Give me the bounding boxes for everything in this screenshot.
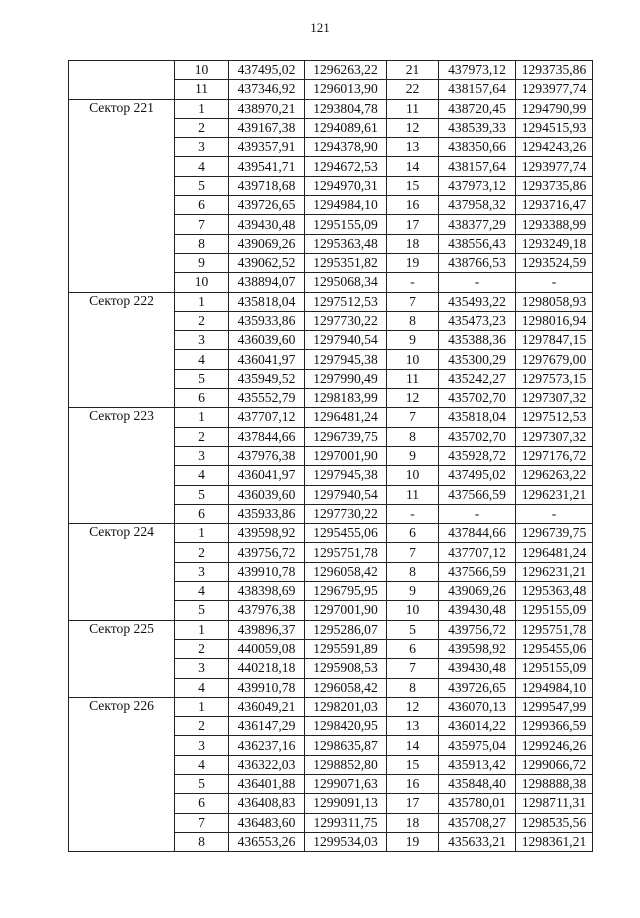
x-coordinate-cell: 435552,79 xyxy=(229,389,305,408)
x-coordinate-cell: 437973,12 xyxy=(439,61,516,80)
point-number-cell: 13 xyxy=(387,138,439,157)
y-coordinate-cell: 1293735,86 xyxy=(516,176,593,195)
x-coordinate-cell: 437844,66 xyxy=(439,524,516,543)
x-coordinate-cell: 436041,97 xyxy=(229,466,305,485)
table-row xyxy=(69,697,593,716)
point-number-cell: 11 xyxy=(387,99,439,118)
y-coordinate-cell: 1298361,21 xyxy=(516,832,593,851)
x-coordinate-cell: 439541,71 xyxy=(229,157,305,176)
point-number-cell: 1 xyxy=(175,292,229,311)
x-coordinate-cell: 439598,92 xyxy=(439,639,516,658)
point-number-cell: 13 xyxy=(387,717,439,736)
point-number-cell: 21 xyxy=(387,61,439,80)
point-number-cell: 9 xyxy=(387,331,439,350)
y-coordinate-cell: 1293735,86 xyxy=(516,61,593,80)
x-coordinate-cell: 439430,48 xyxy=(229,215,305,234)
point-number-cell: 12 xyxy=(387,118,439,137)
x-coordinate-cell: 439430,48 xyxy=(439,659,516,678)
point-number-cell: 14 xyxy=(387,736,439,755)
y-coordinate-cell: 1298888,38 xyxy=(516,774,593,793)
sector-name: Сектор 225 xyxy=(69,620,175,697)
x-coordinate-cell: 439062,52 xyxy=(229,253,305,272)
x-coordinate-cell: 438720,45 xyxy=(439,99,516,118)
x-coordinate-cell: 438398,69 xyxy=(229,582,305,601)
x-coordinate-cell: 436322,03 xyxy=(229,755,305,774)
point-number-cell: 8 xyxy=(175,234,229,253)
y-coordinate-cell: 1293977,74 xyxy=(516,157,593,176)
point-number-cell: 10 xyxy=(175,61,229,80)
y-coordinate-cell: 1294790,99 xyxy=(516,99,593,118)
point-number-cell: 3 xyxy=(175,736,229,755)
point-number-cell: 2 xyxy=(175,311,229,330)
y-coordinate-cell: 1298711,31 xyxy=(516,794,593,813)
y-coordinate-cell: 1295363,48 xyxy=(305,234,387,253)
point-number-cell: 4 xyxy=(175,350,229,369)
x-coordinate-cell: 436401,88 xyxy=(229,774,305,793)
point-number-cell: 18 xyxy=(387,813,439,832)
x-coordinate-cell: 436147,29 xyxy=(229,717,305,736)
y-coordinate-cell: - xyxy=(516,273,593,292)
point-number-cell: 4 xyxy=(175,466,229,485)
x-coordinate-cell: 438157,64 xyxy=(439,157,516,176)
y-coordinate-cell: 1297307,32 xyxy=(516,427,593,446)
y-coordinate-cell: 1297730,22 xyxy=(305,311,387,330)
y-coordinate-cell: 1295908,53 xyxy=(305,659,387,678)
x-coordinate-cell: 438377,29 xyxy=(439,215,516,234)
y-coordinate-cell: 1298183,99 xyxy=(305,389,387,408)
point-number-cell: 11 xyxy=(387,369,439,388)
table-row xyxy=(69,620,593,639)
x-coordinate-cell: 435933,86 xyxy=(229,504,305,523)
x-coordinate-cell: 439430,48 xyxy=(439,601,516,620)
y-coordinate-cell: 1296058,42 xyxy=(305,678,387,697)
y-coordinate-cell: 1295155,09 xyxy=(516,659,593,678)
y-coordinate-cell: 1296231,21 xyxy=(516,562,593,581)
point-number-cell: 18 xyxy=(387,234,439,253)
table-row xyxy=(69,408,593,427)
x-coordinate-cell: 435493,22 xyxy=(439,292,516,311)
y-coordinate-cell: 1298201,03 xyxy=(305,697,387,716)
y-coordinate-cell: 1294970,31 xyxy=(305,176,387,195)
y-coordinate-cell: 1295286,07 xyxy=(305,620,387,639)
x-coordinate-cell: 436039,60 xyxy=(229,485,305,504)
coordinates-table xyxy=(68,60,593,852)
x-coordinate-cell: 438894,07 xyxy=(229,273,305,292)
y-coordinate-cell: 1295455,06 xyxy=(305,524,387,543)
point-number-cell: 12 xyxy=(387,697,439,716)
x-coordinate-cell: 437566,59 xyxy=(439,562,516,581)
y-coordinate-cell: 1298058,93 xyxy=(516,292,593,311)
y-coordinate-cell: 1294515,93 xyxy=(516,118,593,137)
x-coordinate-cell: 439756,72 xyxy=(229,543,305,562)
y-coordinate-cell: 1295455,06 xyxy=(516,639,593,658)
y-coordinate-cell: 1299311,75 xyxy=(305,813,387,832)
y-coordinate-cell: 1294672,53 xyxy=(305,157,387,176)
point-number-cell: 2 xyxy=(175,543,229,562)
x-coordinate-cell: 437495,02 xyxy=(439,466,516,485)
point-number-cell: 16 xyxy=(387,774,439,793)
point-number-cell: 8 xyxy=(387,427,439,446)
x-coordinate-cell: 439598,92 xyxy=(229,524,305,543)
point-number-cell: 7 xyxy=(387,659,439,678)
sector-name: Сектор 224 xyxy=(69,524,175,620)
y-coordinate-cell: 1296739,75 xyxy=(305,427,387,446)
x-coordinate-cell: - xyxy=(439,504,516,523)
y-coordinate-cell: 1296481,24 xyxy=(516,543,593,562)
x-coordinate-cell: 437495,02 xyxy=(229,61,305,80)
point-number-cell: 8 xyxy=(175,832,229,851)
x-coordinate-cell: 439167,38 xyxy=(229,118,305,137)
x-coordinate-cell: 435818,04 xyxy=(229,292,305,311)
x-coordinate-cell: 439357,91 xyxy=(229,138,305,157)
y-coordinate-cell: 1298852,80 xyxy=(305,755,387,774)
y-coordinate-cell: 1297945,38 xyxy=(305,350,387,369)
x-coordinate-cell: 435242,27 xyxy=(439,369,516,388)
x-coordinate-cell: 438350,66 xyxy=(439,138,516,157)
y-coordinate-cell: 1297945,38 xyxy=(305,466,387,485)
y-coordinate-cell: - xyxy=(516,504,593,523)
point-number-cell: 3 xyxy=(175,562,229,581)
x-coordinate-cell: 435708,27 xyxy=(439,813,516,832)
point-number-cell: 7 xyxy=(387,408,439,427)
x-coordinate-cell: 437566,59 xyxy=(439,485,516,504)
x-coordinate-cell: 436041,97 xyxy=(229,350,305,369)
point-number-cell: 2 xyxy=(175,717,229,736)
x-coordinate-cell: 435702,70 xyxy=(439,427,516,446)
x-coordinate-cell: 438970,21 xyxy=(229,99,305,118)
point-number-cell: 1 xyxy=(175,620,229,639)
y-coordinate-cell: 1293388,99 xyxy=(516,215,593,234)
table-row xyxy=(69,99,593,118)
y-coordinate-cell: 1294984,10 xyxy=(305,196,387,215)
point-number-cell: 10 xyxy=(387,350,439,369)
point-number-cell: 16 xyxy=(387,196,439,215)
x-coordinate-cell: 436237,16 xyxy=(229,736,305,755)
point-number-cell: 7 xyxy=(175,813,229,832)
point-number-cell: 4 xyxy=(175,678,229,697)
y-coordinate-cell: 1297176,72 xyxy=(516,446,593,465)
x-coordinate-cell: 436483,60 xyxy=(229,813,305,832)
x-coordinate-cell: 440059,08 xyxy=(229,639,305,658)
point-number-cell: 14 xyxy=(387,157,439,176)
x-coordinate-cell: 435633,21 xyxy=(439,832,516,851)
y-coordinate-cell: 1297940,54 xyxy=(305,331,387,350)
x-coordinate-cell: 437958,32 xyxy=(439,196,516,215)
x-coordinate-cell: 435300,29 xyxy=(439,350,516,369)
point-number-cell: 8 xyxy=(387,678,439,697)
point-number-cell: 7 xyxy=(175,215,229,234)
y-coordinate-cell: 1297990,49 xyxy=(305,369,387,388)
x-coordinate-cell: 438556,43 xyxy=(439,234,516,253)
y-coordinate-cell: 1298535,56 xyxy=(516,813,593,832)
sector-name: Сектор 223 xyxy=(69,408,175,524)
y-coordinate-cell: 1297847,15 xyxy=(516,331,593,350)
y-coordinate-cell: 1299366,59 xyxy=(516,717,593,736)
x-coordinate-cell: 437844,66 xyxy=(229,427,305,446)
y-coordinate-cell: 1296013,90 xyxy=(305,80,387,99)
y-coordinate-cell: 1293716,47 xyxy=(516,196,593,215)
x-coordinate-cell: 435818,04 xyxy=(439,408,516,427)
x-coordinate-cell: 435702,70 xyxy=(439,389,516,408)
x-coordinate-cell: 435975,04 xyxy=(439,736,516,755)
x-coordinate-cell: 439069,26 xyxy=(229,234,305,253)
y-coordinate-cell: 1293249,18 xyxy=(516,234,593,253)
x-coordinate-cell: 436553,26 xyxy=(229,832,305,851)
point-number-cell: 5 xyxy=(175,774,229,793)
coordinates-table-body xyxy=(69,61,593,852)
point-number-cell: 17 xyxy=(387,215,439,234)
x-coordinate-cell: 437973,12 xyxy=(439,176,516,195)
point-number-cell: 5 xyxy=(387,620,439,639)
point-number-cell: 3 xyxy=(175,138,229,157)
y-coordinate-cell: 1296231,21 xyxy=(516,485,593,504)
point-number-cell: 5 xyxy=(175,369,229,388)
x-coordinate-cell: 436049,21 xyxy=(229,697,305,716)
y-coordinate-cell: 1296795,95 xyxy=(305,582,387,601)
x-coordinate-cell: 437976,38 xyxy=(229,601,305,620)
point-number-cell: 3 xyxy=(175,659,229,678)
x-coordinate-cell: 435388,36 xyxy=(439,331,516,350)
x-coordinate-cell: 435473,23 xyxy=(439,311,516,330)
y-coordinate-cell: 1298635,87 xyxy=(305,736,387,755)
point-number-cell: 11 xyxy=(387,485,439,504)
x-coordinate-cell: 439910,78 xyxy=(229,562,305,581)
point-number-cell: 8 xyxy=(387,311,439,330)
x-coordinate-cell: 439726,65 xyxy=(439,678,516,697)
x-coordinate-cell: 436408,83 xyxy=(229,794,305,813)
y-coordinate-cell: 1296481,24 xyxy=(305,408,387,427)
y-coordinate-cell: 1294984,10 xyxy=(516,678,593,697)
y-coordinate-cell: 1293804,78 xyxy=(305,99,387,118)
y-coordinate-cell: 1295363,48 xyxy=(516,582,593,601)
point-number-cell: 15 xyxy=(387,755,439,774)
sector-name xyxy=(69,61,175,100)
y-coordinate-cell: 1296263,22 xyxy=(305,61,387,80)
point-number-cell: 1 xyxy=(175,697,229,716)
point-number-cell: 6 xyxy=(175,504,229,523)
x-coordinate-cell: 438766,53 xyxy=(439,253,516,272)
y-coordinate-cell: 1298016,94 xyxy=(516,311,593,330)
x-coordinate-cell: 439726,65 xyxy=(229,196,305,215)
y-coordinate-cell: 1299534,03 xyxy=(305,832,387,851)
point-number-cell: 19 xyxy=(387,832,439,851)
y-coordinate-cell: 1295591,89 xyxy=(305,639,387,658)
y-coordinate-cell: 1295068,34 xyxy=(305,273,387,292)
y-coordinate-cell: 1299246,26 xyxy=(516,736,593,755)
point-number-cell: 6 xyxy=(175,389,229,408)
y-coordinate-cell: 1293524,59 xyxy=(516,253,593,272)
point-number-cell: 6 xyxy=(387,524,439,543)
sector-name: Сектор 221 xyxy=(69,99,175,292)
point-number-cell: 4 xyxy=(175,755,229,774)
point-number-cell: 2 xyxy=(175,427,229,446)
point-number-cell: 7 xyxy=(387,543,439,562)
x-coordinate-cell: 439910,78 xyxy=(229,678,305,697)
x-coordinate-cell: 439069,26 xyxy=(439,582,516,601)
point-number-cell: 1 xyxy=(175,524,229,543)
point-number-cell: 2 xyxy=(175,118,229,137)
point-number-cell: 9 xyxy=(387,446,439,465)
sector-name: Сектор 226 xyxy=(69,697,175,851)
point-number-cell: 11 xyxy=(175,80,229,99)
table-row xyxy=(69,61,593,80)
x-coordinate-cell: 440218,18 xyxy=(229,659,305,678)
point-number-cell: 17 xyxy=(387,794,439,813)
point-number-cell: 7 xyxy=(387,292,439,311)
point-number-cell: 10 xyxy=(175,273,229,292)
page-number: 121 xyxy=(310,20,330,35)
x-coordinate-cell: 437707,12 xyxy=(229,408,305,427)
table-row xyxy=(69,524,593,543)
y-coordinate-cell: 1299066,72 xyxy=(516,755,593,774)
x-coordinate-cell: 438539,33 xyxy=(439,118,516,137)
table-row xyxy=(69,292,593,311)
point-number-cell: 5 xyxy=(175,485,229,504)
sector-name: Сектор 222 xyxy=(69,292,175,408)
y-coordinate-cell: 1294378,90 xyxy=(305,138,387,157)
point-number-cell: - xyxy=(387,504,439,523)
y-coordinate-cell: 1297512,53 xyxy=(305,292,387,311)
y-coordinate-cell: 1296739,75 xyxy=(516,524,593,543)
x-coordinate-cell: - xyxy=(439,273,516,292)
point-number-cell: 5 xyxy=(175,601,229,620)
y-coordinate-cell: 1297679,00 xyxy=(516,350,593,369)
point-number-cell: 1 xyxy=(175,99,229,118)
y-coordinate-cell: 1294243,26 xyxy=(516,138,593,157)
point-number-cell: 22 xyxy=(387,80,439,99)
x-coordinate-cell: 435848,40 xyxy=(439,774,516,793)
point-number-cell: 10 xyxy=(387,601,439,620)
y-coordinate-cell: 1297307,32 xyxy=(516,389,593,408)
y-coordinate-cell: 1296058,42 xyxy=(305,562,387,581)
y-coordinate-cell: 1297730,22 xyxy=(305,504,387,523)
point-number-cell: 8 xyxy=(387,562,439,581)
point-number-cell: 10 xyxy=(387,466,439,485)
point-number-cell: 4 xyxy=(175,582,229,601)
point-number-cell: 6 xyxy=(175,196,229,215)
x-coordinate-cell: 435933,86 xyxy=(229,311,305,330)
y-coordinate-cell: 1295751,78 xyxy=(305,543,387,562)
point-number-cell: 9 xyxy=(387,582,439,601)
y-coordinate-cell: 1293977,74 xyxy=(516,80,593,99)
x-coordinate-cell: 437346,92 xyxy=(229,80,305,99)
point-number-cell: 6 xyxy=(387,639,439,658)
point-number-cell: 5 xyxy=(175,176,229,195)
point-number-cell: 1 xyxy=(175,408,229,427)
y-coordinate-cell: 1297001,90 xyxy=(305,446,387,465)
y-coordinate-cell: 1294089,61 xyxy=(305,118,387,137)
x-coordinate-cell: 435913,42 xyxy=(439,755,516,774)
x-coordinate-cell: 437707,12 xyxy=(439,543,516,562)
x-coordinate-cell: 439896,37 xyxy=(229,620,305,639)
y-coordinate-cell: 1297573,15 xyxy=(516,369,593,388)
y-coordinate-cell: 1297001,90 xyxy=(305,601,387,620)
point-number-cell: 3 xyxy=(175,446,229,465)
point-number-cell: 12 xyxy=(387,389,439,408)
x-coordinate-cell: 435780,01 xyxy=(439,794,516,813)
x-coordinate-cell: 436070,13 xyxy=(439,697,516,716)
y-coordinate-cell: 1295751,78 xyxy=(516,620,593,639)
x-coordinate-cell: 439756,72 xyxy=(439,620,516,639)
x-coordinate-cell: 436039,60 xyxy=(229,331,305,350)
x-coordinate-cell: 438157,64 xyxy=(439,80,516,99)
x-coordinate-cell: 435928,72 xyxy=(439,446,516,465)
y-coordinate-cell: 1295351,82 xyxy=(305,253,387,272)
y-coordinate-cell: 1299091,13 xyxy=(305,794,387,813)
y-coordinate-cell: 1295155,09 xyxy=(516,601,593,620)
y-coordinate-cell: 1299071,63 xyxy=(305,774,387,793)
y-coordinate-cell: 1298420,95 xyxy=(305,717,387,736)
point-number-cell: 19 xyxy=(387,253,439,272)
y-coordinate-cell: 1297512,53 xyxy=(516,408,593,427)
point-number-cell: 15 xyxy=(387,176,439,195)
x-coordinate-cell: 439718,68 xyxy=(229,176,305,195)
x-coordinate-cell: 436014,22 xyxy=(439,717,516,736)
point-number-cell: 6 xyxy=(175,794,229,813)
point-number-cell: 4 xyxy=(175,157,229,176)
point-number-cell: 3 xyxy=(175,331,229,350)
y-coordinate-cell: 1295155,09 xyxy=(305,215,387,234)
point-number-cell: - xyxy=(387,273,439,292)
y-coordinate-cell: 1299547,99 xyxy=(516,697,593,716)
y-coordinate-cell: 1296263,22 xyxy=(516,466,593,485)
x-coordinate-cell: 435949,52 xyxy=(229,369,305,388)
point-number-cell: 2 xyxy=(175,639,229,658)
x-coordinate-cell: 437976,38 xyxy=(229,446,305,465)
point-number-cell: 9 xyxy=(175,253,229,272)
y-coordinate-cell: 1297940,54 xyxy=(305,485,387,504)
